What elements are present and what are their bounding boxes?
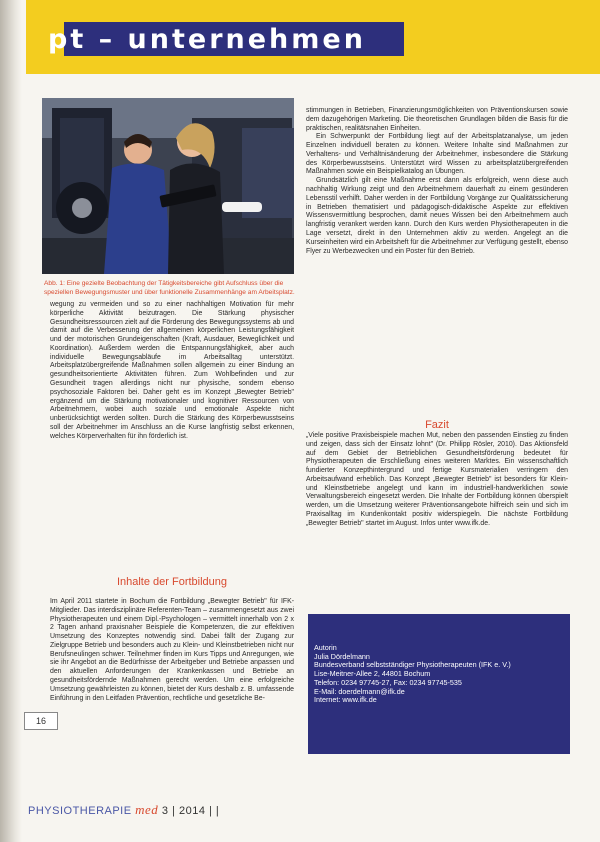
footer-masthead — [28, 802, 219, 818]
right-column-text — [306, 107, 568, 256]
footer-physio: PHYSIOTHERAPIE — [28, 805, 132, 817]
author-info — [314, 644, 564, 705]
author-address: Lise-Meitner-Allee 2, 44801 Bochum — [314, 669, 431, 679]
author-website: Internet: www.ifk.de — [314, 695, 377, 705]
page-number: 16 — [24, 712, 58, 730]
footer-issue: 3 | 2014 | | — [161, 805, 220, 817]
article-photo — [42, 98, 294, 274]
section-heading-fazit: Fazit — [425, 419, 449, 431]
author-name: Julia Dördelmann — [314, 651, 370, 661]
author-email: E-Mail: doerdelmann@ifk.de — [314, 686, 405, 696]
author-organization: Bundesverband selbstständiger Physiotherapeuten (IFK e. V.) — [314, 660, 511, 670]
right-paragraph-3: Grundsätzlich gilt eine Maßnahme erst dann als erfolgreich, wenn diese auch nachhaltig Wirkung zeigt und den Arbeitnehmern dauerhaft zu einem gesünderen Lebensstil verhilft. Daher werden in der Fortbildung Vorgänge zur Qualitätssicherung in Betrieben thematisiert und pädagogisch-didaktische Aspekte zur effektiven Wissensvermittlung besprochen, damit neues Wissen bei den Arbeitnehmern auch langfristig verankert werden kann. Durch den Kurs werden Physiotherapeuten in die Lage versetzt, direkt in den Unternehmen aktiv zu werden. Angelegt an die Kurseinheiten wird ein Arbeitsheft für die Arbeitnehmer zur Verfügung gestellt, ebenso Flyer zu Werbezwecken und ein Poster für den Betrieb. — [306, 177, 568, 255]
section-title: pt – unternehmen — [48, 24, 366, 55]
figure-caption: Abb. 1: Eine gezielte Beobachtung der Tätigkeitsbereiche gibt Aufschluss über die speziellen Bewegungsmuster und über funktionelle Zusammenhänge am Arbeitsplatz. — [44, 280, 295, 296]
left-column-text-top — [50, 301, 294, 442]
page-spine — [0, 0, 22, 842]
photo-illustration — [42, 98, 294, 274]
left-paragraph-1: wegung zu vermeiden und so zu einer nachhaltigen Motivation für mehr körperliche Aktivität beizutragen. Die Stärkung physischer Gesundheitsressourcen zielt auf die Förderung des Bewegungssystems ab und damit auf die Verbesserung der allgemeinen körperlichen Leistungsfähigkeit und der motorischen Grundeigenschaften (Kraft, Ausdauer, Beweglichkeit und Koordination). Außerdem werden die Entspannungsfähigkeit, aber auch individuelle Bewegungsabläufe im Arbeitsalltag unterstützt. Arbeitsplatzübergreifende Maßnahmen sollen allgemein zu einer Bindung an gesundheitsorientierte Aktivitäten führen. Zum Wohlbefinden und zur Gesundheit tragen allerdings nicht nur physische, sondern ebenso psychosoziale Faktoren bei. Daher geht es im Konzept „Bewegter Betrieb" ergänzend um die Stärkung motivationaler und kognitiver Ressourcen von Arbeitnehmern, wobei auch soziale und emotionale Aspekte nicht unberücksichtigt werden sollten. Durch die Stärkung des Körperbewusstseins soll der Arbeitnehmer im Anschluss an die Kurse langfristig selbst erkennen, welches Körperverhalten für ihn förderlich ist. — [50, 301, 294, 440]
left-paragraph-2: Im April 2011 startete in Bochum die Fortbildung „Bewegter Betrieb" für IFK-Mitglieder. Das interdisziplinäre Referenten-Team – zusammengesetzt aus zwei Physiotherapeuten und einem Dipl.-Psychologen – vermittelt innerhalb von 2 x 2 Tagen anhand praxisnaher Beispiele die Kompetenzen, die zur effektiven Umsetzung des Konzeptes notwendig sind. Dabei fällt der Zugang zur Zielgruppe Betrieb und besonders auch zu Klein- und Kleinstbetrieben nicht nur Berufsneulingen schwer. Teilnehmer finden im Kurs Tipps und Anregungen, wie sie ihr Angebot an die Bedürfnisse der Arbeitgeber und Betriebe anpassen und den aktuellen Anforderungen der Krankenkassen und Betriebe an gesundheitsfördernde Maßnahmen gerecht werden. Um eine erfolgreiche Umsetzung gewährleisten zu können, bietet der Kurs deshalb z. B. umfassende Einführung in den Leitfaden Prävention, rechtliche und gesetzliche Be- — [50, 598, 294, 702]
right-paragraph-2: Ein Schwerpunkt der Fortbildung liegt auf der Arbeitsplatzanalyse, um jeden Einzelnen individuell beraten zu können. Weitere Inhalte sind Maßnahmen zur Verhaltens- und Verhältnisänderung der Arbeitnehmer, insbesondere die Stärkung des Körperbewusstseins. Unterstützt wird Wissen zu arbeitsplatzübergreifenden Maßnahmen sowie ein Beispielkatalog an Übungen. — [306, 133, 568, 176]
author-phone: Telefon: 0234 97745-27, Fax: 0234 97745-535 — [314, 677, 462, 687]
section-heading-inhalte: Inhalte der Fortbildung — [116, 576, 228, 588]
fazit-paragraph: „Viele positive Praxisbeispiele machen Mut, neben den passenden Einstieg zu finden und zeigen, dass sich der Einsatz lohnt" (Dr. Philipp Rösler, 2010). Das Aktionsfeld auf dem Gebiet der Betrieblichen Gesundheitsförderung bedeutet für Physiotherapeuten die Erschließung eines weiteren Marktes. Ein wissenschaftlich fundierter Konzepthintergrund und fertige Kursmaterialien verringern den Arbeitsaufwand erheblich. Das Konzept „Bewegter Betrieb" ist besonders für Klein- und Kleinstbetriebe angelegt und kann im industriell-handwerklichen sowie Verwaltungsbereich eingesetzt werden. Die Inhalte der Fortbildung können überspielt werden, um die Umsetzung weiterer Präventionsangebote hilfreich sein und sich im Praxisalltag im Kundenkontakt positiv widerspiegeln. Die nächste Fortbildung „Bewegter Betrieb" startet im August. Infos unter www.ifk.de. — [306, 432, 568, 527]
author-box — [308, 614, 570, 754]
right-paragraph-1: stimmungen in Betrieben, Finanzierungsmöglichkeiten von Präventionskursen sowie dem dazugehörigen Marketing. Die theoretischen Grundlagen bilden die Basis für die praktischen, realitätsnahen Einheiten. — [306, 107, 568, 132]
author-label: Autorin — [314, 643, 337, 652]
footer-med: med — [135, 802, 159, 817]
fazit-text — [306, 432, 568, 529]
left-column-text-bottom — [50, 598, 294, 703]
